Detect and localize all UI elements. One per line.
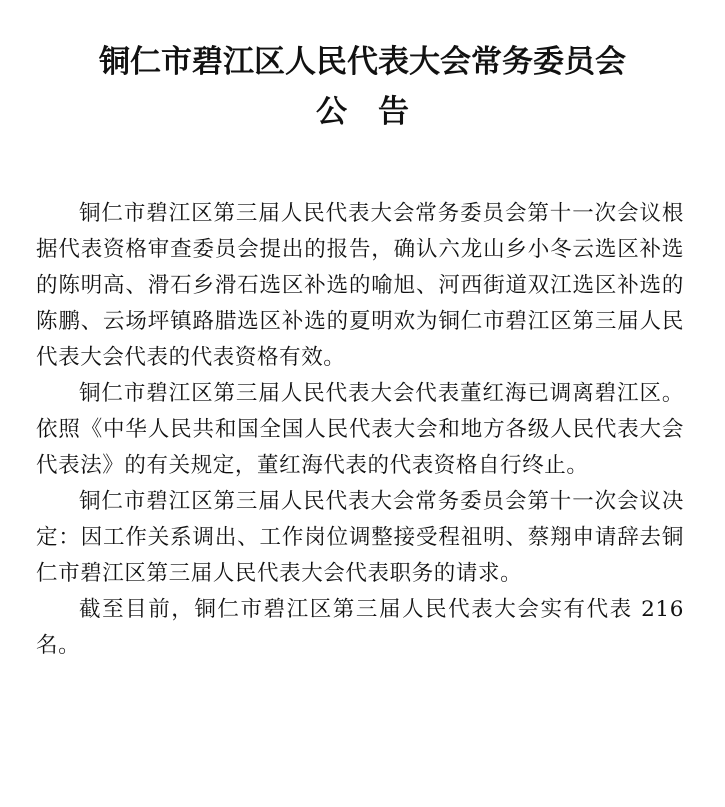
paragraph-resignation-accepted: 铜仁市碧江区第三届人民代表大会常务委员会第十一次会议决定：因工作关系调出、工作岗位调整接受程祖明、蔡翔申请辞去铜仁市碧江区第三届人民代表大会代表职务的请求。 xyxy=(36,489,684,586)
document-title: 铜仁市碧江区人民代表大会常务委员会 xyxy=(99,44,626,80)
document-body xyxy=(36,196,684,664)
paragraph-qualification-confirmed: 铜仁市碧江区第三届人民代表大会常务委员会第十一次会议根据代表资格审查委员会提出的报告，确认六龙山乡小冬云选区补选的陈明高、滑石乡滑石选区补选的喻旭、河西街道双江选区补选的陈鹏、云场坪镇路腊选区补选的夏明欢为铜仁市碧江区第三届人民代表大会代表的代表资格有效。 xyxy=(36,201,684,370)
paragraph-current-count: 截至目前，铜仁市碧江区第三届人民代表大会实有代表 216 名。 xyxy=(36,597,684,658)
paragraph-qualification-terminated: 铜仁市碧江区第三届人民代表大会代表董红海已调离碧江区。依照《中华人民共和国全国人民代表大会和地方各级人民代表大会代表法》的有关规定，董红海代表的代表资格自行终止。 xyxy=(36,381,684,478)
document-subtitle: 公 告 xyxy=(316,94,409,130)
